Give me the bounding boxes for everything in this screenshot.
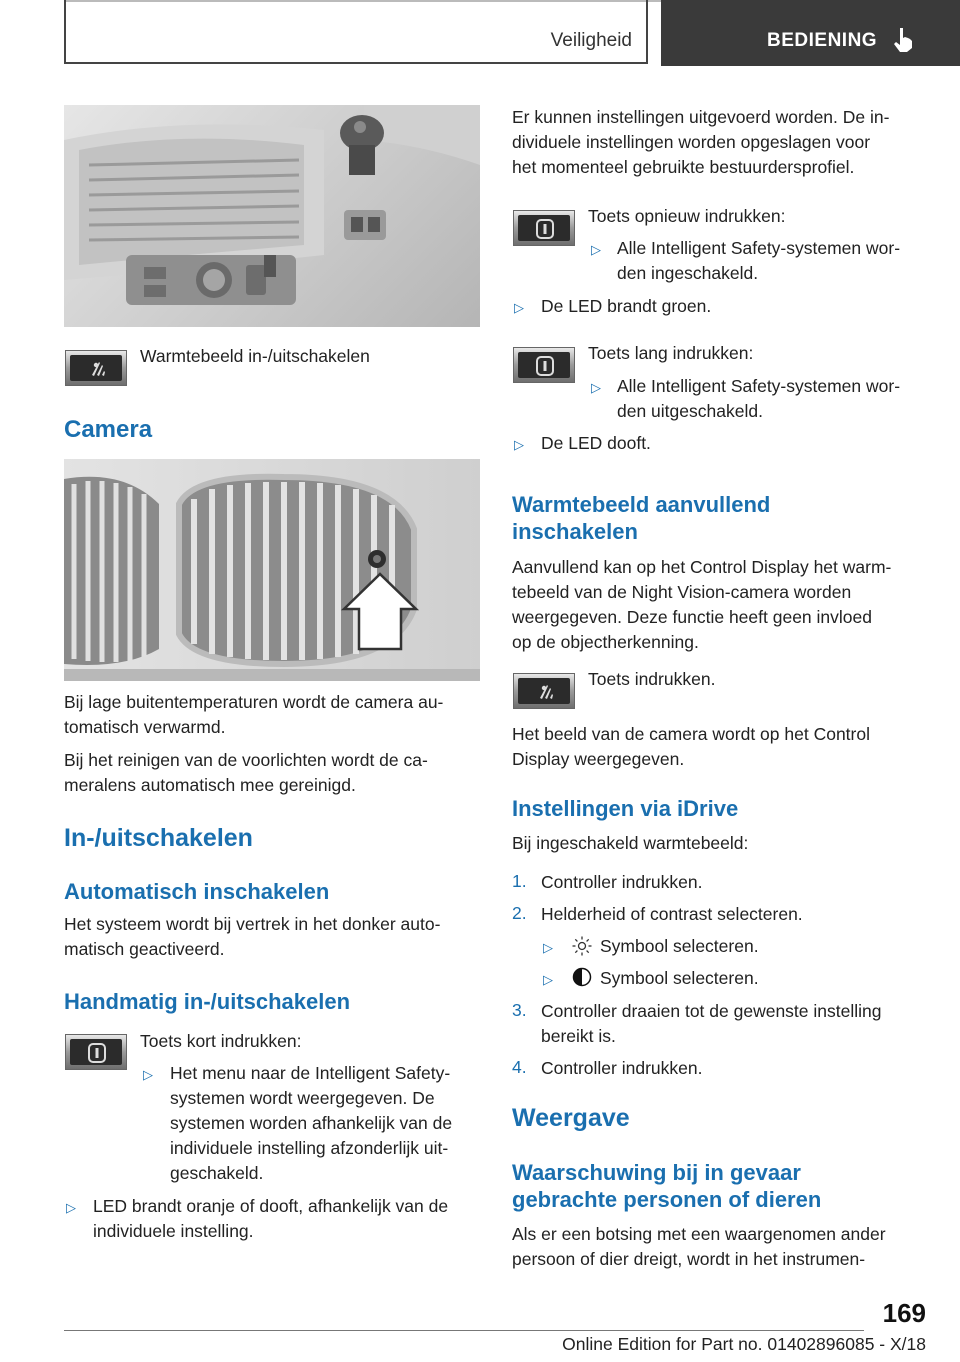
para-warning-2: persoon of dier dreigt, wordt in het instrumen- bbox=[512, 1249, 866, 1269]
bullet-menu-4: individuele instelling afzonderlijk uit- bbox=[170, 1138, 449, 1158]
grille-camera-photo bbox=[64, 459, 480, 681]
step-number: 1. bbox=[512, 871, 527, 891]
para-settings-1: Er kunnen instellingen uitgevoerd worden. De in- bbox=[512, 107, 890, 127]
para-settings-3: het momenteel gebruikte bestuurdersprofiel. bbox=[512, 157, 855, 177]
para-additional-4: op de objectherkenning. bbox=[512, 632, 699, 652]
para-idrive: Bij ingeschakeld warmtebeeld: bbox=[512, 833, 749, 853]
triangle-icon: ▷ bbox=[143, 1067, 153, 1082]
para-cleaning-1: Bij het reinigen van de voorlichten wordt de ca- bbox=[64, 750, 428, 770]
step-number: 4. bbox=[512, 1057, 527, 1077]
caption-thermal: Warmtebeeld in-/uitschakelen bbox=[140, 346, 370, 366]
symbol-select-2: Symbool selecteren. bbox=[600, 968, 759, 988]
triangle-icon: ▷ bbox=[543, 940, 553, 955]
para-settings-2: dividuele instellingen worden opgeslagen voor bbox=[512, 132, 871, 152]
page-header bbox=[0, 0, 960, 66]
chapter-label: BEDIENING bbox=[767, 30, 878, 51]
para-heating-2: tomatisch verwarmd. bbox=[64, 717, 226, 737]
para-display-1: Het beeld van de camera wordt op het Control bbox=[512, 724, 870, 744]
footer-rule bbox=[64, 1330, 864, 1331]
step-4: Controller indrukken. bbox=[541, 1058, 703, 1078]
para-additional-1: Aanvullend kan op het Control Display het warm- bbox=[512, 557, 892, 577]
heading-manual: Handmatig in-/uitschakelen bbox=[64, 989, 351, 1014]
bullet-menu-2: systemen wordt weergegeven. De bbox=[170, 1088, 435, 1108]
section-label: Veiligheid bbox=[550, 30, 632, 51]
symbol-select-1: Symbool selecteren. bbox=[600, 936, 759, 956]
step-3a: Controller draaien tot de gewenste instelling bbox=[541, 1001, 882, 1021]
bullet-led-2: individuele instelling. bbox=[93, 1221, 254, 1241]
para-auto-1: Het systeem wordt bij vertrek in het donker auto- bbox=[64, 914, 441, 934]
night-vision-button-icon bbox=[513, 673, 575, 709]
step-2: Helderheid of contrast selecteren. bbox=[541, 904, 803, 924]
bullet-led-1: LED brandt oranje of dooft, afhankelijk van de bbox=[93, 1196, 449, 1216]
triangle-icon: ▷ bbox=[514, 437, 524, 452]
step-number: 3. bbox=[512, 1000, 527, 1020]
section-tab bbox=[64, 0, 648, 64]
safety-button-icon bbox=[513, 347, 575, 383]
footer-edition: Online Edition for Part no. 01402896085 - X/18 bbox=[562, 1334, 926, 1354]
press-button: Toets indrukken. bbox=[588, 669, 716, 689]
contrast-icon bbox=[572, 967, 592, 987]
heading-in-uit: In-/uitschakelen bbox=[64, 824, 253, 852]
para-additional-2: tebeeld van de Night Vision-camera worden bbox=[512, 582, 852, 602]
press-again: Toets opnieuw indrukken: bbox=[588, 206, 786, 226]
bullet-menu-5: geschakeld. bbox=[170, 1163, 264, 1183]
para-heating-1: Bij lage buitentemperaturen wordt de camera au- bbox=[64, 692, 444, 712]
triangle-icon: ▷ bbox=[514, 300, 524, 315]
triangle-icon: ▷ bbox=[591, 380, 601, 395]
triangle-icon: ▷ bbox=[543, 972, 553, 987]
bullet-on-2: den ingeschakeld. bbox=[617, 263, 759, 283]
bullet-menu-3: systemen worden afhankelijk van de bbox=[170, 1113, 453, 1133]
bullet-off-2: den uitgeschakeld. bbox=[617, 401, 763, 421]
safety-button-icon bbox=[65, 1034, 127, 1070]
heading-camera: Camera bbox=[64, 416, 153, 443]
bullet-dooft: De LED dooft. bbox=[541, 433, 651, 453]
chapter-tab bbox=[661, 0, 960, 66]
hand-pointer-icon bbox=[891, 26, 915, 54]
press-long: Toets lang indrukken: bbox=[588, 343, 754, 363]
brightness-icon bbox=[571, 935, 593, 957]
bullet-menu-1: Het menu naar de Intelligent Safety- bbox=[170, 1063, 451, 1083]
bullet-green: De LED brandt groen. bbox=[541, 296, 712, 316]
para-auto-2: matisch geactiveerd. bbox=[64, 939, 225, 959]
night-vision-button-icon bbox=[65, 350, 127, 386]
bullet-on-1: Alle Intelligent Safety-systemen wor- bbox=[617, 238, 901, 258]
step-number: 2. bbox=[512, 903, 527, 923]
triangle-icon: ▷ bbox=[66, 1200, 76, 1215]
para-warning-1: Als er een botsing met een waargenomen ander bbox=[512, 1224, 886, 1244]
triangle-icon: ▷ bbox=[591, 242, 601, 257]
heading-weergave: Weergave bbox=[512, 1104, 630, 1132]
para-display-2: Display weergegeven. bbox=[512, 749, 685, 769]
heading-additional-2: inschakelen bbox=[512, 519, 638, 544]
heading-warning-1: Waarschuwing bij in gevaar bbox=[512, 1160, 801, 1185]
step-3b: bereikt is. bbox=[541, 1026, 616, 1046]
bullet-off-1: Alle Intelligent Safety-systemen wor- bbox=[617, 376, 901, 396]
para-additional-3: weergegeven. Deze functie heeft geen invloed bbox=[512, 607, 872, 627]
heading-additional-1: Warmtebeeld aanvullend bbox=[512, 492, 771, 517]
heading-idrive: Instellingen via iDrive bbox=[512, 796, 739, 821]
page-number: 169 bbox=[882, 1298, 926, 1328]
step-1: Controller indrukken. bbox=[541, 872, 703, 892]
press-short: Toets kort indrukken: bbox=[140, 1031, 302, 1051]
heading-auto: Automatisch inschakelen bbox=[64, 879, 330, 904]
para-cleaning-2: meralens automatisch mee gereinigd. bbox=[64, 775, 356, 795]
heading-warning-2: gebrachte personen of dieren bbox=[512, 1187, 822, 1212]
safety-button-icon bbox=[513, 210, 575, 246]
dashboard-photo bbox=[64, 105, 480, 327]
